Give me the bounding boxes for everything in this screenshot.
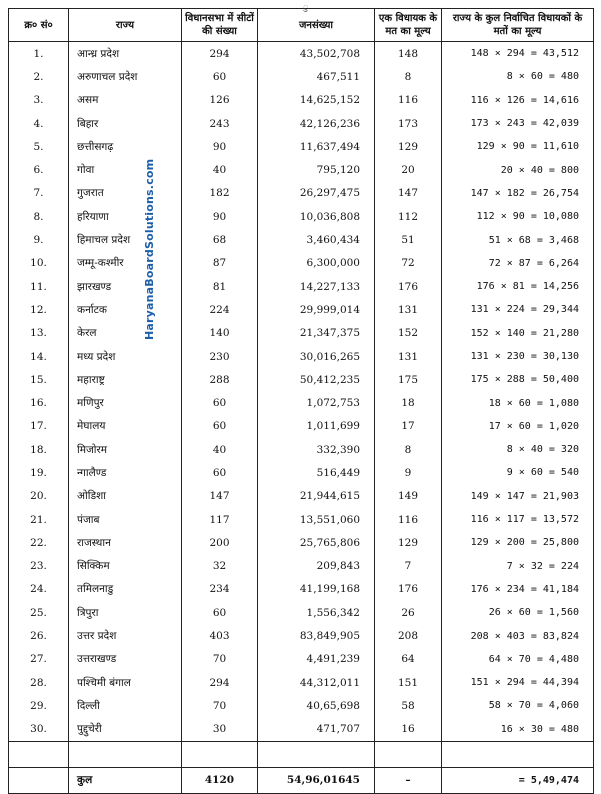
serial-number-cell: 8. <box>9 205 69 228</box>
serial-number-cell: 16. <box>9 391 69 414</box>
population-cell: 21,944,615 <box>258 485 375 508</box>
seats-cell: 147 <box>182 485 258 508</box>
total-value-cell: 116 × 117 = 13,572 <box>442 508 594 531</box>
population-cell: 25,765,806 <box>258 531 375 554</box>
vote-value-cell: 151 <box>375 671 442 694</box>
serial-number-cell: 24. <box>9 578 69 601</box>
population-cell: 13,551,060 <box>258 508 375 531</box>
table-row <box>9 555 594 578</box>
total-value-cell: 173 × 243 = 42,039 <box>442 112 594 135</box>
population-cell: 14,625,152 <box>258 89 375 112</box>
state-cell: गुजरात <box>69 182 182 205</box>
total-value-cell: 8 × 60 = 480 <box>442 65 594 88</box>
serial-number-cell: 6. <box>9 158 69 181</box>
header-population: जनसंख्या <box>258 9 375 42</box>
population-cell: 21,347,375 <box>258 322 375 345</box>
state-cell: तमिलनाडु <box>69 578 182 601</box>
serial-number-cell: 7. <box>9 182 69 205</box>
vote-value-cell: 116 <box>375 508 442 531</box>
table-row <box>9 624 594 647</box>
state-cell: गोवा <box>69 158 182 181</box>
vote-value-cell: 129 <box>375 531 442 554</box>
population-cell: 4,491,239 <box>258 648 375 671</box>
table-row <box>9 42 594 66</box>
total-population: 54,96,01645 <box>258 767 375 793</box>
total-value-cell: 148 × 294 = 43,512 <box>442 42 594 66</box>
serial-number-cell: 3. <box>9 89 69 112</box>
total-value-cell: 129 × 200 = 25,800 <box>442 531 594 554</box>
population-cell: 41,199,168 <box>258 578 375 601</box>
serial-number-cell: 23. <box>9 555 69 578</box>
state-cell: केरल <box>69 322 182 345</box>
table-row <box>9 298 594 321</box>
state-cell: झारखण्ड <box>69 275 182 298</box>
vote-value-cell: 208 <box>375 624 442 647</box>
population-cell: 332,390 <box>258 438 375 461</box>
state-cell: असम <box>69 89 182 112</box>
population-cell: 83,849,905 <box>258 624 375 647</box>
total-value-cell: 18 × 60 = 1,080 <box>442 391 594 414</box>
state-cell: मेघालय <box>69 415 182 438</box>
seats-cell: 40 <box>182 158 258 181</box>
seats-cell: 60 <box>182 391 258 414</box>
table-row <box>9 694 594 717</box>
seats-cell: 40 <box>182 438 258 461</box>
table-row <box>9 252 594 275</box>
total-value-cell: 129 × 90 = 11,610 <box>442 135 594 158</box>
population-cell: 467,511 <box>258 65 375 88</box>
vote-value-cell: 20 <box>375 158 442 181</box>
serial-number-cell: 28. <box>9 671 69 694</box>
vote-value-cell: 18 <box>375 391 442 414</box>
total-row <box>9 767 594 793</box>
total-electoral-value: = 5,49,474 <box>442 767 594 793</box>
population-cell: 14,227,133 <box>258 275 375 298</box>
population-cell: 26,297,475 <box>258 182 375 205</box>
total-value-cell: 17 × 60 = 1,020 <box>442 415 594 438</box>
vote-value-cell: 175 <box>375 368 442 391</box>
population-cell: 50,412,235 <box>258 368 375 391</box>
population-cell: 40,65,698 <box>258 694 375 717</box>
total-value-cell: 9 × 60 = 540 <box>442 461 594 484</box>
state-cell: कर्नाटक <box>69 298 182 321</box>
serial-number-cell: 14. <box>9 345 69 368</box>
vote-value-cell: 51 <box>375 228 442 251</box>
total-value-cell: 20 × 40 = 800 <box>442 158 594 181</box>
serial-number-cell: 25. <box>9 601 69 624</box>
state-cell: मणिपुर <box>69 391 182 414</box>
table-row <box>9 112 594 135</box>
state-cell: दिल्ली <box>69 694 182 717</box>
table-row <box>9 368 594 391</box>
header-total-vote-value: राज्य के कुल निर्वाचित विधायकों के मतों का मूल्य <box>442 9 594 42</box>
seats-cell: 90 <box>182 205 258 228</box>
seats-cell: 140 <box>182 322 258 345</box>
table-row <box>9 601 594 624</box>
serial-number-cell: 5. <box>9 135 69 158</box>
header-mla-vote-value: एक विधायक के मत का मूल्य <box>375 9 442 42</box>
table-row <box>9 135 594 158</box>
population-cell: 30,016,265 <box>258 345 375 368</box>
table-row <box>9 531 594 554</box>
vote-value-cell: 64 <box>375 648 442 671</box>
total-value-cell: 175 × 288 = 50,400 <box>442 368 594 391</box>
seats-cell: 60 <box>182 461 258 484</box>
total-value-cell: 8 × 40 = 320 <box>442 438 594 461</box>
header-serial-number: क्र० सं० <box>9 9 69 42</box>
total-vote-value: – <box>375 767 442 793</box>
seats-cell: 60 <box>182 415 258 438</box>
table-row <box>9 671 594 694</box>
total-value-cell: 176 × 234 = 41,184 <box>442 578 594 601</box>
vote-value-cell: 176 <box>375 578 442 601</box>
state-cell: उत्तराखण्ड <box>69 648 182 671</box>
vote-value-cell: 58 <box>375 694 442 717</box>
total-value-cell: 152 × 140 = 21,280 <box>442 322 594 345</box>
total-row-blank <box>9 767 69 793</box>
seats-cell: 90 <box>182 135 258 158</box>
table-row <box>9 65 594 88</box>
total-seats: 4120 <box>182 767 258 793</box>
population-cell: 44,312,011 <box>258 671 375 694</box>
table-row <box>9 485 594 508</box>
population-cell: 3,460,434 <box>258 228 375 251</box>
total-value-cell: 7 × 32 = 224 <box>442 555 594 578</box>
electoral-value-table <box>8 8 594 794</box>
state-cell: आन्ध्र प्रदेश <box>69 42 182 66</box>
state-cell: सिक्किम <box>69 555 182 578</box>
total-value-cell: 72 × 87 = 6,264 <box>442 252 594 275</box>
seats-cell: 70 <box>182 694 258 717</box>
table-row <box>9 182 594 205</box>
population-cell: 471,707 <box>258 718 375 742</box>
table-body <box>9 42 594 742</box>
table-row <box>9 461 594 484</box>
total-label: कुल <box>69 767 182 793</box>
vote-value-cell: 149 <box>375 485 442 508</box>
table-row <box>9 391 594 414</box>
state-cell: राजस्थान <box>69 531 182 554</box>
serial-number-cell: 1. <box>9 42 69 66</box>
table-row <box>9 718 594 742</box>
serial-number-cell: 26. <box>9 624 69 647</box>
population-cell: 6,300,000 <box>258 252 375 275</box>
vote-value-cell: 17 <box>375 415 442 438</box>
population-cell: 43,502,708 <box>258 42 375 66</box>
vote-value-cell: 148 <box>375 42 442 66</box>
state-cell: छत्तीसगढ़ <box>69 135 182 158</box>
serial-number-cell: 27. <box>9 648 69 671</box>
seats-cell: 126 <box>182 89 258 112</box>
population-cell: 29,999,014 <box>258 298 375 321</box>
state-cell: महाराष्ट्र <box>69 368 182 391</box>
total-value-cell: 112 × 90 = 10,080 <box>442 205 594 228</box>
state-cell: हरियाणा <box>69 205 182 228</box>
serial-number-cell: 22. <box>9 531 69 554</box>
total-value-cell: 16 × 30 = 480 <box>442 718 594 742</box>
serial-number-cell: 13. <box>9 322 69 345</box>
table-row <box>9 275 594 298</box>
vote-value-cell: 16 <box>375 718 442 742</box>
seats-cell: 224 <box>182 298 258 321</box>
table-row <box>9 648 594 671</box>
serial-number-cell: 19. <box>9 461 69 484</box>
seats-cell: 294 <box>182 671 258 694</box>
population-cell: 11,637,494 <box>258 135 375 158</box>
population-cell: 1,011,699 <box>258 415 375 438</box>
table-header-row <box>9 9 594 42</box>
page-mark: ु <box>303 3 309 13</box>
serial-number-cell: 4. <box>9 112 69 135</box>
vote-value-cell: 147 <box>375 182 442 205</box>
watermark: HaryanaBoardSolutions.com <box>143 158 156 340</box>
state-cell: हिमाचल प्रदेश <box>69 228 182 251</box>
state-cell: अरुणाचल प्रदेश <box>69 65 182 88</box>
seats-cell: 60 <box>182 601 258 624</box>
state-cell: ओडिशा <box>69 485 182 508</box>
state-cell: जम्मू-कश्मीर <box>69 252 182 275</box>
seats-cell: 68 <box>182 228 258 251</box>
vote-value-cell: 176 <box>375 275 442 298</box>
seats-cell: 30 <box>182 718 258 742</box>
population-cell: 209,843 <box>258 555 375 578</box>
state-cell: बिहार <box>69 112 182 135</box>
vote-value-cell: 116 <box>375 89 442 112</box>
serial-number-cell: 29. <box>9 694 69 717</box>
seats-cell: 243 <box>182 112 258 135</box>
total-value-cell: 58 × 70 = 4,060 <box>442 694 594 717</box>
serial-number-cell: 20. <box>9 485 69 508</box>
seats-cell: 230 <box>182 345 258 368</box>
total-value-cell: 176 × 81 = 14,256 <box>442 275 594 298</box>
state-cell: पुद्दुचेरी <box>69 718 182 742</box>
total-value-cell: 131 × 224 = 29,344 <box>442 298 594 321</box>
vote-value-cell: 8 <box>375 65 442 88</box>
total-value-cell: 51 × 68 = 3,468 <box>442 228 594 251</box>
population-cell: 10,036,808 <box>258 205 375 228</box>
serial-number-cell: 2. <box>9 65 69 88</box>
seats-cell: 81 <box>182 275 258 298</box>
table-row <box>9 578 594 601</box>
vote-value-cell: 7 <box>375 555 442 578</box>
seats-cell: 182 <box>182 182 258 205</box>
spacer-row <box>9 741 594 767</box>
state-cell: उत्तर प्रदेश <box>69 624 182 647</box>
serial-number-cell: 12. <box>9 298 69 321</box>
population-cell: 42,126,236 <box>258 112 375 135</box>
state-cell: मध्य प्रदेश <box>69 345 182 368</box>
seats-cell: 294 <box>182 42 258 66</box>
table-row <box>9 508 594 531</box>
total-value-cell: 149 × 147 = 21,903 <box>442 485 594 508</box>
serial-number-cell: 30. <box>9 718 69 742</box>
state-cell: पंजाब <box>69 508 182 531</box>
total-value-cell: 64 × 70 = 4,480 <box>442 648 594 671</box>
serial-number-cell: 21. <box>9 508 69 531</box>
total-value-cell: 208 × 403 = 83,824 <box>442 624 594 647</box>
serial-number-cell: 11. <box>9 275 69 298</box>
seats-cell: 288 <box>182 368 258 391</box>
seats-cell: 117 <box>182 508 258 531</box>
state-cell: मिजोरम <box>69 438 182 461</box>
state-cell: त्रिपुरा <box>69 601 182 624</box>
header-state: राज्य <box>69 9 182 42</box>
vote-value-cell: 152 <box>375 322 442 345</box>
population-cell: 1,072,753 <box>258 391 375 414</box>
vote-value-cell: 26 <box>375 601 442 624</box>
table-row <box>9 89 594 112</box>
serial-number-cell: 17. <box>9 415 69 438</box>
vote-value-cell: 131 <box>375 345 442 368</box>
table-row <box>9 228 594 251</box>
population-cell: 516,449 <box>258 461 375 484</box>
table-row <box>9 322 594 345</box>
seats-cell: 200 <box>182 531 258 554</box>
total-value-cell: 131 × 230 = 30,130 <box>442 345 594 368</box>
table-row <box>9 415 594 438</box>
total-value-cell: 151 × 294 = 44,394 <box>442 671 594 694</box>
state-cell: पश्चिमी बंगाल <box>69 671 182 694</box>
table-row <box>9 158 594 181</box>
total-value-cell: 147 × 182 = 26,754 <box>442 182 594 205</box>
vote-value-cell: 173 <box>375 112 442 135</box>
vote-value-cell: 72 <box>375 252 442 275</box>
vote-value-cell: 131 <box>375 298 442 321</box>
vote-value-cell: 112 <box>375 205 442 228</box>
seats-cell: 234 <box>182 578 258 601</box>
seats-cell: 70 <box>182 648 258 671</box>
seats-cell: 60 <box>182 65 258 88</box>
total-value-cell: 26 × 60 = 1,560 <box>442 601 594 624</box>
vote-value-cell: 9 <box>375 461 442 484</box>
vote-value-cell: 8 <box>375 438 442 461</box>
seats-cell: 403 <box>182 624 258 647</box>
table-row <box>9 205 594 228</box>
table-row <box>9 438 594 461</box>
serial-number-cell: 9. <box>9 228 69 251</box>
header-assembly-seats: विधानसभा में सीटों की संख्या <box>182 9 258 42</box>
seats-cell: 87 <box>182 252 258 275</box>
state-cell: न्गालैण्ड <box>69 461 182 484</box>
seats-cell: 32 <box>182 555 258 578</box>
population-cell: 795,120 <box>258 158 375 181</box>
population-cell: 1,556,342 <box>258 601 375 624</box>
serial-number-cell: 18. <box>9 438 69 461</box>
table-row <box>9 345 594 368</box>
serial-number-cell: 15. <box>9 368 69 391</box>
total-value-cell: 116 × 126 = 14,616 <box>442 89 594 112</box>
vote-value-cell: 129 <box>375 135 442 158</box>
serial-number-cell: 10. <box>9 252 69 275</box>
